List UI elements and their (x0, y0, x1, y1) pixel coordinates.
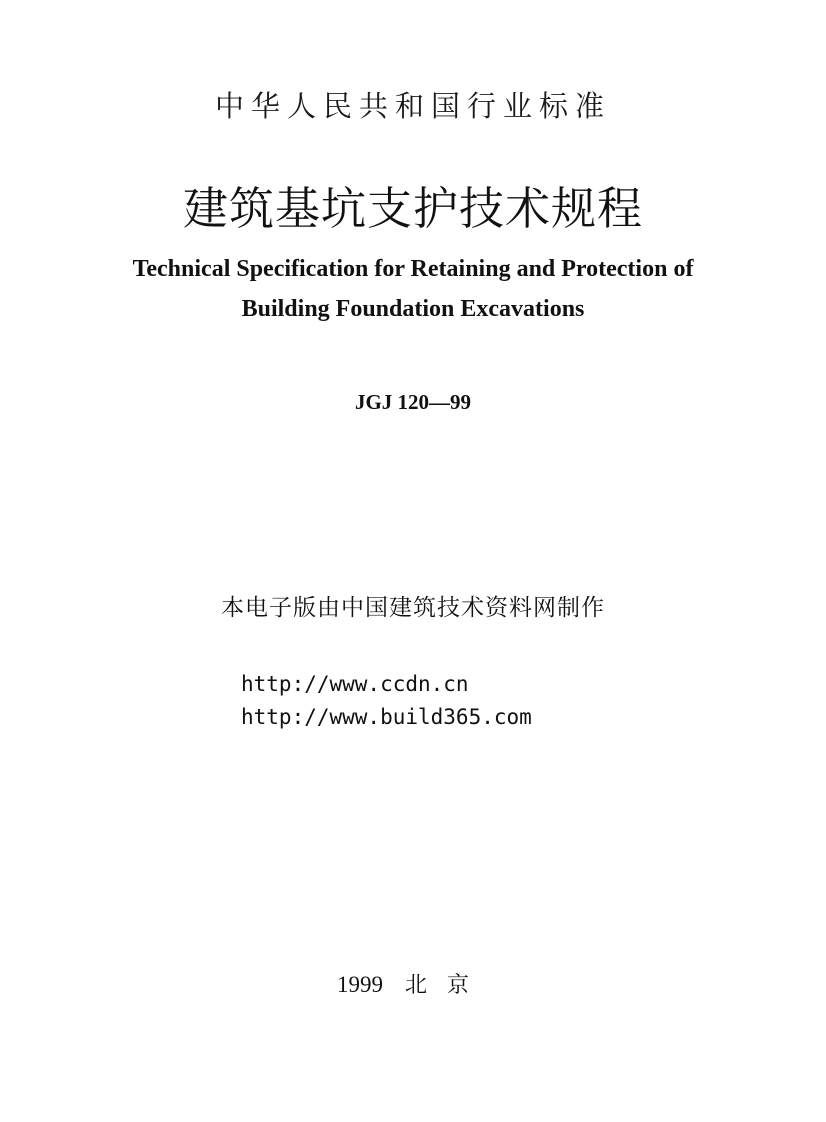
publication-year: 1999 (336, 972, 383, 997)
standard-category: 中华人民共和国行业标准 (214, 89, 611, 123)
imprint (0, 968, 826, 999)
english-title-line-1: Technical Specification for Retaining and Protection of (132, 256, 694, 282)
url-link-build365[interactable]: http://www.build365.com (241, 705, 532, 729)
chinese-title: 建筑基坑支护技术规程 (182, 182, 643, 235)
publication-place: 北京 (404, 973, 489, 998)
english-title-line-2: Building Foundation Excavations (241, 296, 585, 322)
url-link-ccdn[interactable]: http://www.ccdn.cn (241, 672, 469, 696)
standard-code: JGJ 120—99 (354, 390, 472, 414)
producer-note: 本电子版由中国建筑技术资料网制作 (221, 595, 605, 621)
